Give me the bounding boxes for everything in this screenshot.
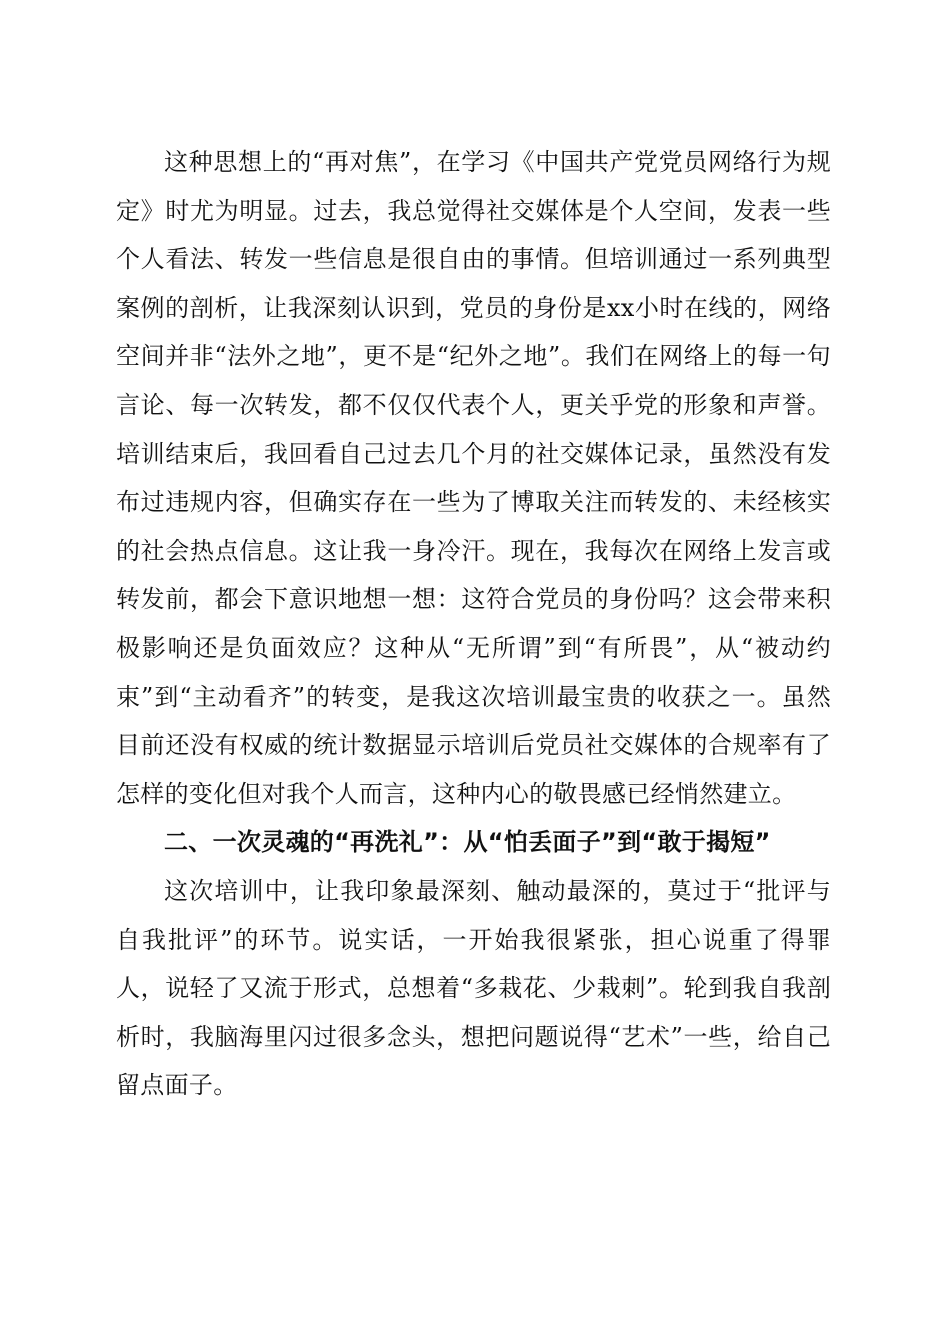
body-paragraph: 这种思想上的“再对焦”，在学习《中国共产党党员网络行为规定》时尤为明显。过去，我总觉得社交媒体是个人空间，发表一些个人看法、转发一些信息是很自由的事情。但培训通过一系列典型案例的剖析，让我深刻认识到，党员的身份是xx小时在线的，网络空间并非“法外之地”，更不是“纪外之地”。我们在网络上的每一句言论、每一次转发，都不仅仅代表个人，更关乎党的形象和声誉。培训结束后，我回看自己过去几个月的社交媒体记录，虽然没有发布过违规内容，但确实存在一些为了博取关注而转发的、未经核实的社会热点信息。这让我一身冷汗。现在，我每次在网络上发言或转发前，都会下意识地想一想：这符合党员的身份吗？这会带来积极影响还是负面效应？这种从“无所谓”到“有所畏”，从“被动约束”到“主动看齐”的转变，是我这次培训最宝贵的收获之一。虽然目前还没有权威的统计数据显示培训后党员社交媒体的合规率有了怎样的变化但对我个人而言，这种内心的敬畏感已经悄然建立。 — [116, 148, 831, 808]
document-body — [116, 138, 831, 1110]
section-heading: 二、一次灵魂的“再洗礼”：从“怕丢面子”到“敢于揭短” — [164, 828, 771, 857]
body-paragraph: 这次培训中，让我印象最深刻、触动最深的，莫过于“批评与自我批评”的环节。说实话，一开始我很紧张，担心说重了得罪人，说轻了又流于形式，总想着“多栽花、少栽刺”。轮到我自我剖析时，我脑海里闪过很多念头，想把问题说得“艺术”一些，给自己留点面子。 — [116, 876, 831, 1100]
